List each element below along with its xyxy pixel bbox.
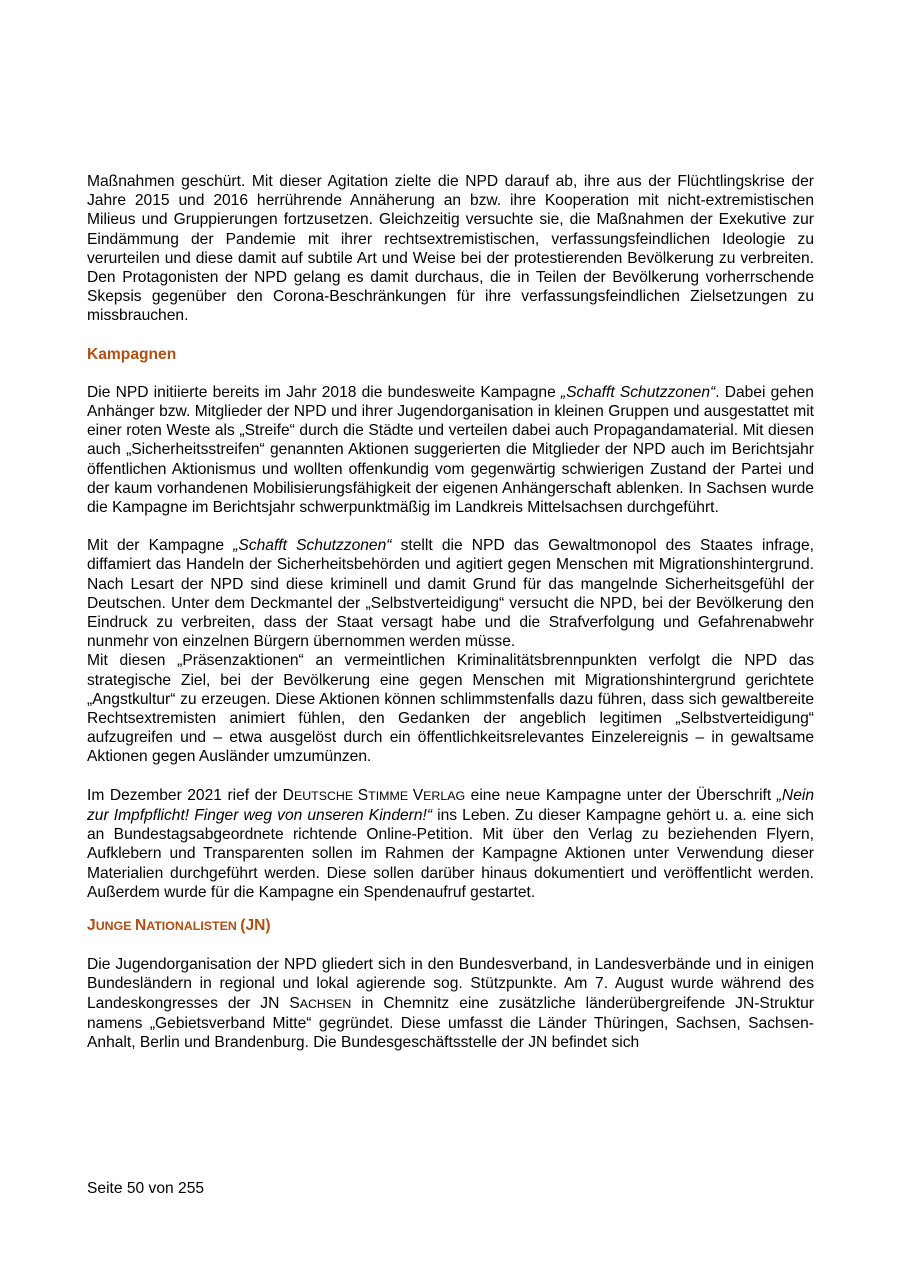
document-body [87,172,814,1052]
organization-name: SACHSEN [289,994,352,1012]
heading-kampagnen: Kampagnen [87,345,177,363]
paragraph-1: Maßnahmen geschürt. Mit dieser Agitation zielte die NPD darauf ab, ihre aus der Flüchtlingskrise der Jahre 2015 und 2016 herrührende Annäherung an bzw. ihre Kooperation mit nicht-extremistischen Milieus und Gruppierungen fortzusetzen. Gleichzeitig versuchte sie, die Maßnahmen der Exekutive zur Eindämmung der Pandemie mit ihrer rechtsextremistischen, verfassungsfeindlichen Ideologie zu verurteilen und diese damit auf subtile Art und Weise bei der protestierenden Bevölkerung zu verbreiten. Den Protagonisten der NPD gelang es damit durchaus, die in Teilen der Bevölkerung vorherrschende Skepsis gegenüber den Corona-Beschränkungen für ihre verfassungsfeindlichen Zielsetzungen zu missbrauchen. [87,173,814,325]
paragraph-6: Die Jugendorganisation der NPD gliedert sich in den Bundesverband, in Landesverbände und in einigen Bundesländern in regional und lokal agierende sog. Stützpunkte. Am 7. August wurde während des Landeskongresses der JN SACHSEN in Chemnitz eine zusätzliche länderübergreifende JN-Struktur namens „Gebietsverband Mitte“ gegründet. Diese umfasst die Länder Thüringen, Sachsen, Sachsen-Anhalt, Berlin und Brandenburg. Die Bundesgeschäftsstelle der JN befindet sich [87,956,815,1051]
heading-junge-nationalisten: JUNGE NATIONALISTEN (JN) [87,916,271,934]
paragraph-3: Mit der Kampagne „Schafft Schutzzonen“ stellt die NPD das Gewaltmonopol des Staates infrage, diffamiert das Handeln der Sicherheitsbehörden und agitiert gegen Menschen mit Migrationshintergrund. Nach Lesart der NPD sind diese kriminell und damit Grund für das mangelnde Sicherheitsgefühl der Deutschen. Unter dem Deckmantel der „Selbstverteidigung“ versucht die NPD, bei der Bevölkerung den Eindruck zu verbreiten, dass der Staat versagt habe und die Strafverfolgung und Gefahrenabwehr nunmehr von einzelnen Bürgern übernommen werden müsse. [87,537,815,651]
publisher-name: DEUTSCHE STIMME VERLAG [282,786,466,804]
campaign-title: „Schafft Schutzzonen“ [560,383,716,401]
page-number: Seite 50 von 255 [87,1180,205,1197]
paragraph-5: Im Dezember 2021 rief der DEUTSCHE STIMME VERLAG eine neue Kampagne unter der Überschrift „Nein zur Impfpflicht! Finger weg von unseren Kindern!“ ins Leben. Zu dieser Kampagne gehört u. a. eine sich an Bundestagsabgeordnete richtende Online-Petition. Mit über den Verlag zu beziehenden Flyern, Aufklebern und Transparenten sollen im Rahmen der Kampagne Aktionen unter Verwendung dieser Materialien durchgeführt werden. Diese sollen darüber hinaus dokumentiert und veröffentlicht werden. Außerdem wurde für die Kampagne ein Spendenaufruf gestartet. [87,786,814,901]
campaign-title: „Nein zur Impfpflicht! Finger weg von unseren Kindern!“ [87,786,814,824]
paragraph-4: Mit diesen „Präsenzaktionen“ an vermeintlichen Kriminalitätsbrennpunkten verfolgt die NPD das strategische Ziel, bei der Bevölkerung eine gegen Menschen mit Migrationshintergrund gerichtete „Angstkultur“ zu erzeugen. Diese Aktionen können schlimmstenfalls dazu führen, dass sich gewaltbereite Rechtsextremisten animiert fühlen, den Gedanken der angeblich legitimen „Selbstverteidigung“ aufzugreifen und – etwa ausgelöst durch ein öffentlichkeitsrelevantes Einzelereignis – in gewaltsame Aktionen gegen Ausländer umzumünzen. [87,652,814,766]
campaign-title: „Schafft Schutzzonen“ [233,537,392,555]
paragraph-2: Die NPD initiierte bereits im Jahr 2018 die bundesweite Kampagne „Schafft Schutzzonen“. Dabei gehen Anhänger bzw. Mitglieder der NPD und ihrer Jugendorganisation in kleinen Gruppen und ausgestattet mit einer roten Weste als „Streife“ durch die Städte und verteilen dabei auch Propagandamaterial. Mit diesen auch „Sicherheitsstreifen“ genannten Aktionen suggerierten die Mitglieder der NPD auch im Berichtsjahr öffentlichen Aktionismus und wollten offenkundig vom gegenwärtig schwierigen Zustand der Partei und der kaum vorhandenen Mobilisierungsfähigkeit der eigenen Anhängerschaft ablenken. In Sachsen wurde die Kampagne im Berichtsjahr schwerpunktmäßig im Landkreis Mittelsachsen durchgeführt. [87,383,814,517]
